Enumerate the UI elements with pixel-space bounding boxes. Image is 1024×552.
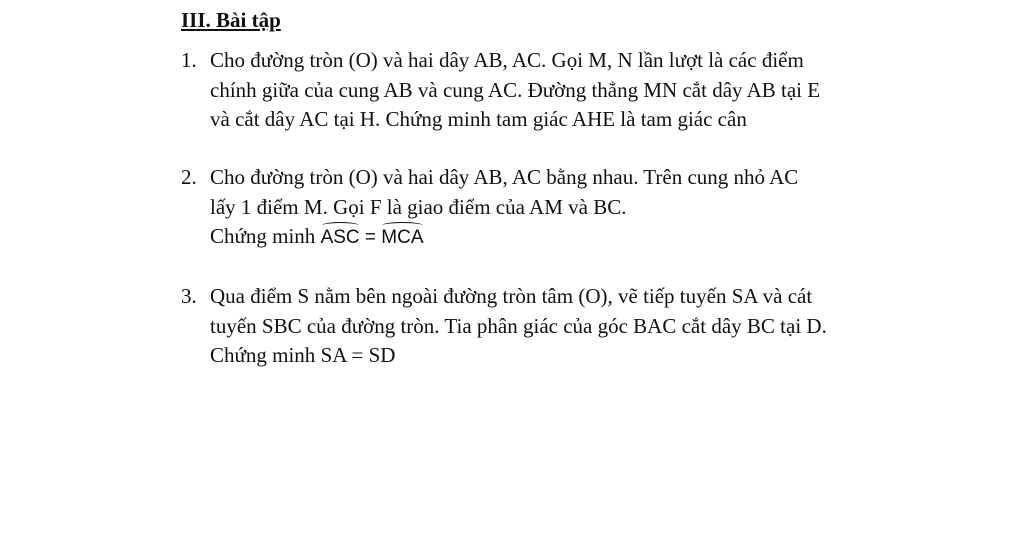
exercise-2-proof-prefix: Chứng minh bbox=[210, 224, 321, 248]
exercise-1-line-3: và cắt dây AC tại H. Chứng minh tam giác AHE là tam giác cân bbox=[210, 107, 747, 131]
exercise-2 bbox=[181, 163, 941, 253]
exercise-3-line-2: tuyến SBC của đường tròn. Tia phân giác của góc BAC cắt dây BC tại D. bbox=[210, 313, 827, 338]
exercise-1-line-2: chính giữa của cung AB và cung AC. Đường thẳng MN cắt dây AB tại E bbox=[210, 77, 821, 102]
exercise-3-proof-prefix: Chứng minh bbox=[210, 343, 321, 367]
exercise-2-line-2: lấy 1 điểm M. Gọi F là giao điểm của AM và BC. bbox=[210, 194, 627, 219]
exercise-1-number: 1. bbox=[181, 48, 197, 72]
exercise-3 bbox=[181, 282, 941, 371]
exercise-3-line-1: Qua điểm S nằm bên ngoài đường tròn tâm (O), vẽ tiếp tuyến SA và cát bbox=[210, 284, 813, 308]
equals-sign: = bbox=[359, 227, 382, 248]
angle-mca: MCA bbox=[381, 223, 423, 253]
exercise-3-proof-line bbox=[210, 341, 941, 371]
exercise-1-line-1: Cho đường tròn (O) và hai dây AB, AC. Gọi M, N lần lượt là các điểm bbox=[210, 48, 804, 72]
exercise-2-equation bbox=[321, 227, 424, 248]
angle-asc: ASC bbox=[321, 223, 360, 253]
exercise-3-number: 3. bbox=[181, 284, 197, 308]
exercise-2-line-1: Cho đường tròn (O) và hai dây AB, AC bằng nhau. Trên cung nhỏ AC bbox=[210, 165, 799, 189]
section-heading: III. Bài tập bbox=[181, 8, 281, 32]
exercise-2-number: 2. bbox=[181, 165, 197, 189]
exercise-2-proof-line bbox=[210, 222, 941, 253]
exercise-1 bbox=[181, 46, 941, 135]
exercise-3-conclusion: SA = SD bbox=[320, 343, 396, 367]
